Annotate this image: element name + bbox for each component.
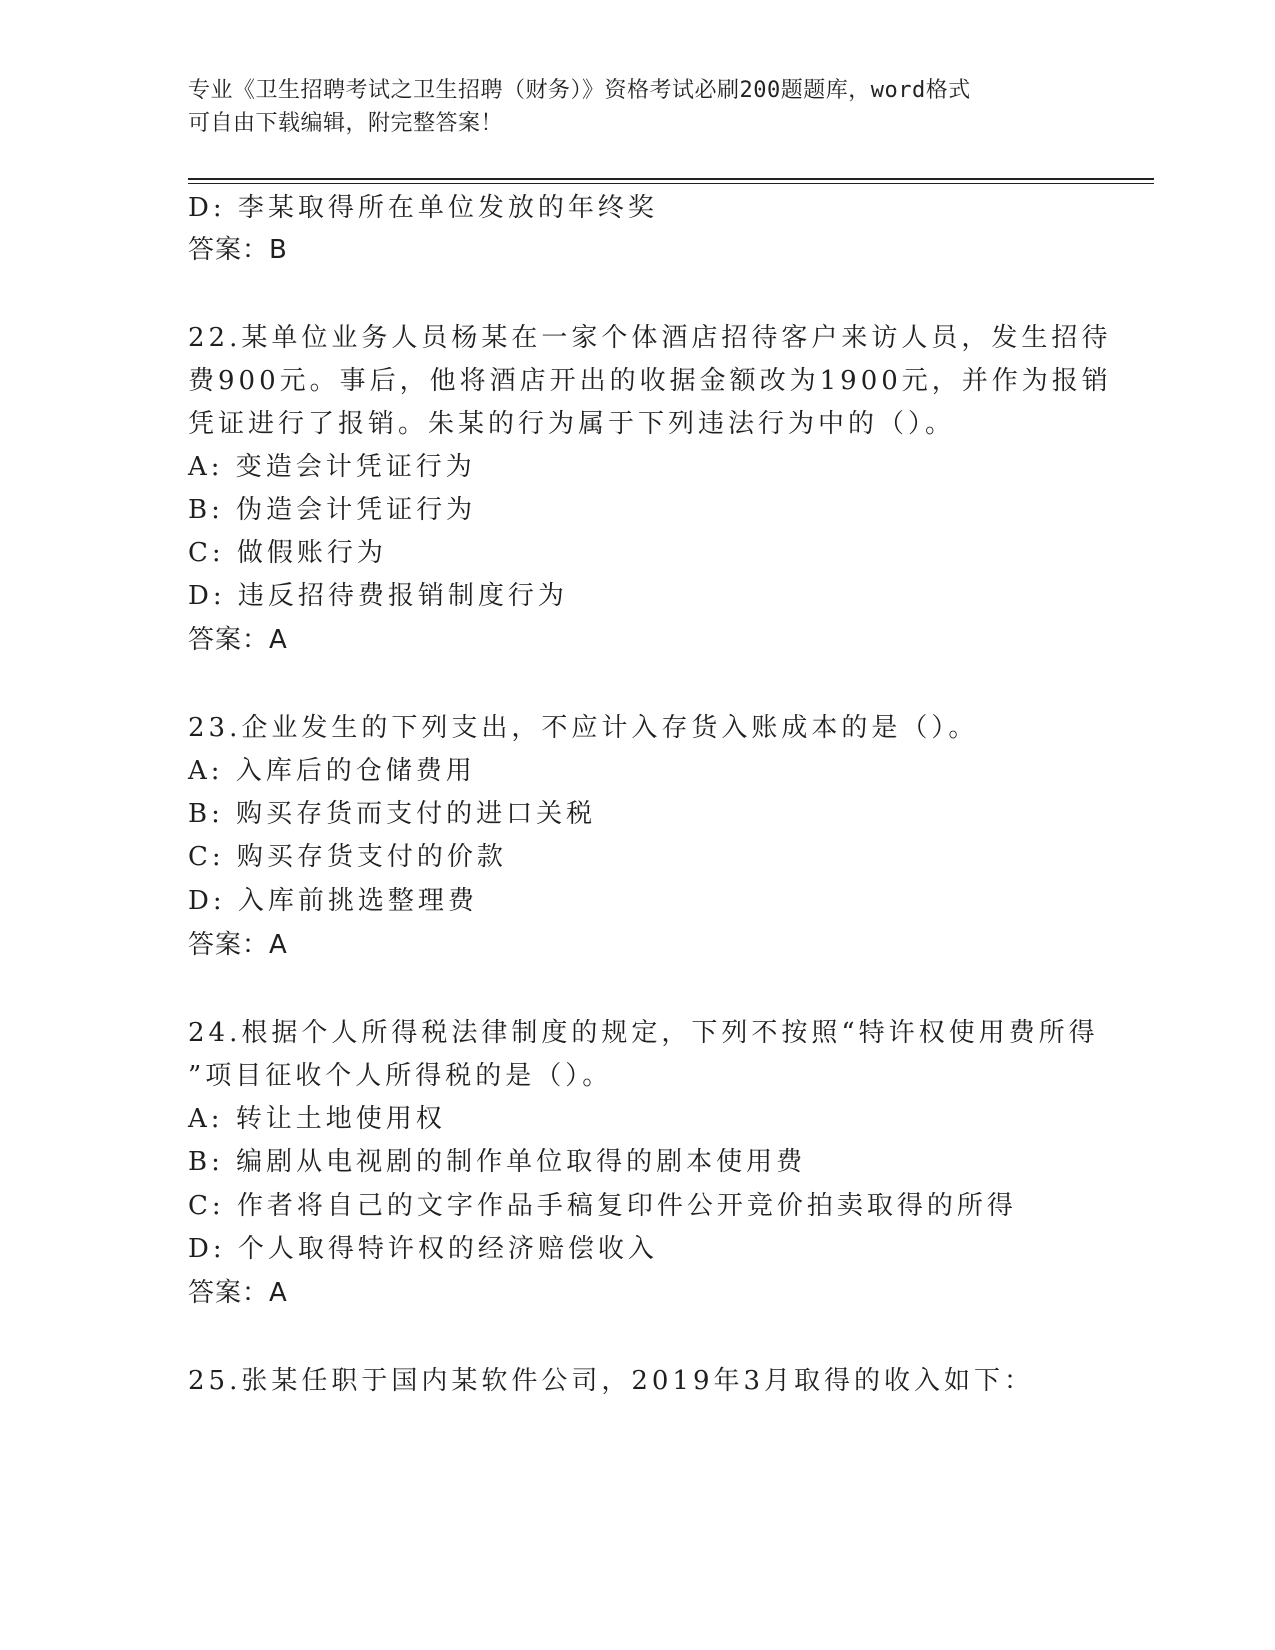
prev-question-answer: 答案：B xyxy=(188,235,288,265)
q22-stem-line-1: 22.某单位业务人员杨某在一家个体酒店招待客户来访人员，发生招待 xyxy=(188,323,1112,353)
header-title-line-1: 专业《卫生招聘考试之卫生招聘（财务）》资格考试必刷200题题库，word格式 xyxy=(188,78,971,103)
q23-option-c: C: 购买存货支付的价款 xyxy=(188,842,507,872)
header-divider-thin xyxy=(188,183,1154,184)
q22-stem-line-2: 费900元。事后，他将酒店开出的收据金额改为1900元，并作为报销 xyxy=(188,366,1112,396)
q23-option-d: D: 入库前挑选整理费 xyxy=(188,886,478,916)
q22-option-d: D: 违反招待费报销制度行为 xyxy=(188,581,568,611)
q23-option-b: B: 购买存货而支付的进口关税 xyxy=(188,799,597,829)
header-divider-thick xyxy=(188,178,1154,180)
q24-answer: 答案：A xyxy=(188,1278,288,1308)
q22-answer: 答案：A xyxy=(188,625,288,655)
header-title-line-2: 可自由下载编辑，附完整答案！ xyxy=(188,111,504,136)
q25-stem-line-1: 25.张某任职于国内某软件公司，2019年3月取得的收入如下： xyxy=(188,1366,1035,1396)
q24-stem-line-1: 24.根据个人所得税法律制度的规定，下列不按照“特许权使用费所得 xyxy=(188,1018,1099,1048)
q23-option-a: A: 入库后的仓储费用 xyxy=(188,756,476,786)
q22-stem-line-3: 凭证进行了报销。朱某的行为属于下列违法行为中的（）。 xyxy=(188,409,956,439)
q24-option-d: D: 个人取得特许权的经济赔偿收入 xyxy=(188,1234,658,1264)
q23-stem-line-1: 23.企业发生的下列支出，不应计入存货入账成本的是（）。 xyxy=(188,713,979,743)
q22-option-c: C: 做假账行为 xyxy=(188,538,387,568)
document-header xyxy=(188,74,1088,140)
q22-option-a: A: 变造会计凭证行为 xyxy=(188,452,476,482)
q22-option-b: B: 伪造会计凭证行为 xyxy=(188,495,477,525)
q24-option-a: A: 转让土地使用权 xyxy=(188,1104,446,1134)
q24-stem-line-2: ”项目征收个人所得税的是（）。 xyxy=(188,1061,613,1091)
q23-answer: 答案：A xyxy=(188,930,288,960)
prev-question-option-d: D: 李某取得所在单位发放的年终奖 xyxy=(188,193,658,223)
q24-option-b: B: 编剧从电视剧的制作单位取得的剧本使用费 xyxy=(188,1147,807,1177)
q24-option-c: C: 作者将自己的文字作品手稿复印件公开竞价拍卖取得的所得 xyxy=(188,1191,1017,1221)
